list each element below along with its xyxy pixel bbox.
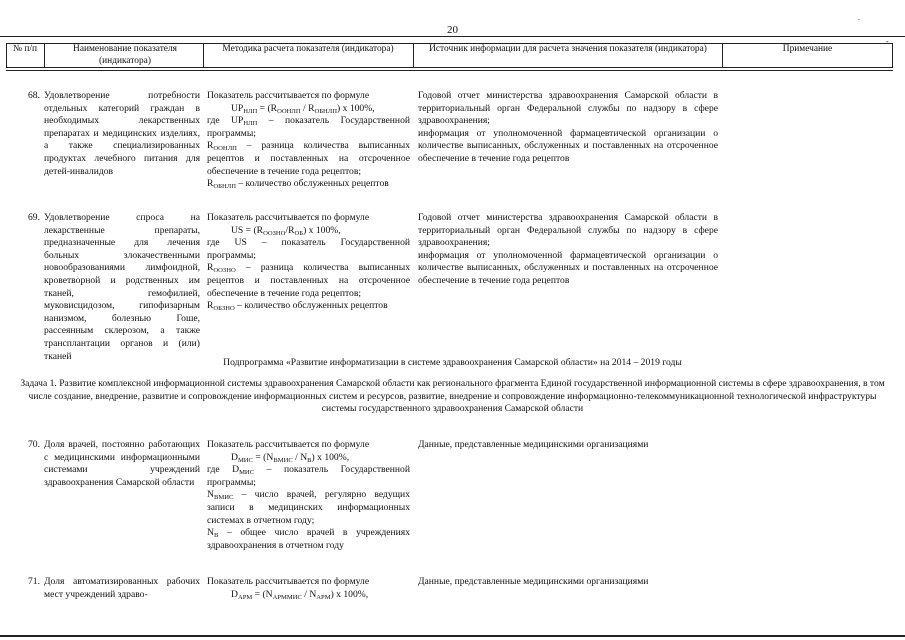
top-rule [0, 36, 905, 37]
header-col-method: Методика расчета показателя (индикатора) [222, 44, 394, 54]
formula-definition: где US – показатель Государственной программы; [207, 237, 410, 261]
formula: $UP_{НЛП} = (R_{ООНЛП} / R_{ОБНЛП})$ х 100%, [231, 102, 375, 115]
page-number: 20 [447, 24, 458, 36]
formula-definition: $R_{ООЗНО}$ – разница количества выписанных рецептов и поставленных на отсроченное обеспечение в течение года рецептов; [207, 262, 410, 299]
header-divider [6, 44, 7, 67]
formula: $D_{МИС} = (N_{ВМИС} / N_В)$ х 100%, [231, 451, 350, 464]
header-divider [413, 44, 414, 67]
task-description: Задача 1. Развитие комплексной информационной системы здравоохранения Самарской области как регионального фрагмента Единой государственной информационной системы в сфере здравоохранения, в том числе создание, внедрение, развитие и сопровождение информационных систем и ресурсов, развитие, внедрение и сопровождение информационно-телекоммуникационной технологической инфраструктуры системы государственного здравоохранения Самарской области [20, 378, 885, 415]
formula-definition: $R_{ООНЛП}$ – разница количества выписанных рецептов и поставленных на отсроченное обеспечение в течение года рецептов; [207, 140, 410, 177]
row-number: 68. [28, 90, 40, 101]
header-double-border [6, 70, 893, 71]
row-number: 69. [28, 212, 40, 223]
header-divider [722, 44, 723, 67]
header-divider [892, 44, 893, 67]
row-number: 70. [28, 439, 40, 450]
formula-definition: $R_{ОБНЛП}$ – количество обслуженных рецептов [207, 178, 389, 191]
method-69 [207, 212, 410, 313]
formula: US = $(R_{ООЗНО}/R_{ОБ})$ х 100%, [231, 224, 341, 237]
header-divider [203, 44, 204, 67]
row-number: 71. [28, 576, 40, 587]
formula: $D_{АРМ} = (N_{АРММИС} / N_{АРМ})$ х 100%, [231, 588, 369, 601]
method-intro: Показатель рассчитывается по формуле [207, 90, 370, 101]
scan-mark: . [858, 13, 860, 22]
formula-definition: $R_{ОБЗНО}$ – количество обслуженных рецептов [207, 300, 388, 313]
bottom-rule [0, 635, 905, 637]
indicator-name-71: 71. Доля автоматизированных рабочих мест учреждений здраво- [28, 576, 200, 600]
indicator-name-68: 68. Удовлетворение потребности отдельных категорий граждан в необходимых лекарственных препаратах и медицинских изделиях, а также специализированных продуктах лечебного питания для детей-инвалидов [28, 90, 200, 177]
header-col-source: Источник информации для расчета значения показателя (индикатора) [429, 44, 707, 54]
header-col-name: Наименование показателя (индикатора) [73, 44, 177, 66]
formula-definition: где $D_{МИС}$ – показатель Государственной программы; [207, 464, 410, 488]
indicator-name-70: 70. Доля врачей, постоянно работающих с медицинскими информационными системами учреждений здравоохранения Самарской области [28, 439, 200, 488]
formula-definition: $N_{ВМИС}$ – число врачей, регулярно ведущих записи в медицинских информационных системах в отчетном году; [207, 489, 410, 526]
header-col-number: № п/п [13, 44, 37, 54]
formula-definition: $N_В$ – общее число врачей в учреждениях здравоохранения в отчетном году [207, 527, 410, 551]
method-intro: Показатель рассчитывается по формуле [207, 212, 370, 223]
source-71: Данные, представленные медицинскими организациями [418, 576, 649, 587]
source-68: Годовой отчет министерства здравоохранения Самарской области в территориальный орган Федеральной службы по надзору в сфере здравоохранения; информация от уполномоченной фармацевтической организации о количестве выписанных, обслуженных и поставленных на отсроченное обеспечение в течение года рецептов [418, 90, 718, 164]
method-intro: Показатель рассчитывается по формуле [207, 439, 370, 450]
method-71 [207, 576, 410, 601]
header-divider [44, 44, 45, 67]
source-70: Данные, представленные медицинскими организациями [418, 439, 649, 450]
header-col-note: Примечание [782, 44, 833, 54]
method-68 [207, 90, 410, 191]
method-70 [207, 439, 410, 552]
method-intro: Показатель рассчитывается по формуле [207, 576, 370, 587]
subprogram-title: Подпрограмма «Развитие информатизации в системе здравоохранения Самарской области» на 2014 – 2019 годы [223, 357, 682, 368]
scan-mark: - [886, 37, 889, 46]
formula-definition: где $UP_{НЛП}$ – показатель Государственной программы; [207, 115, 410, 139]
source-69: Годовой отчет министерства здравоохранения Самарской области в территориальный орган Федеральной службы по надзору в сфере здравоохранения; информация от уполномоченной фармацевтической организации о количестве выписанных, обслуженных и поставленных на отсроченное обеспечение в течение года рецептов [418, 212, 718, 286]
indicator-name-69: 69. Удовлетворение спроса на лекарственные препараты, предназначенные для лечения больных злокачественными новообразованиями лимфоидной, кроветворной и родственных им тканей, гемофилией, муковисцидозом, гипофизарным нанизмом, болезнью Гоше, рассеянным склерозом, а также трансплантации органов и (или) тканей [28, 212, 200, 362]
